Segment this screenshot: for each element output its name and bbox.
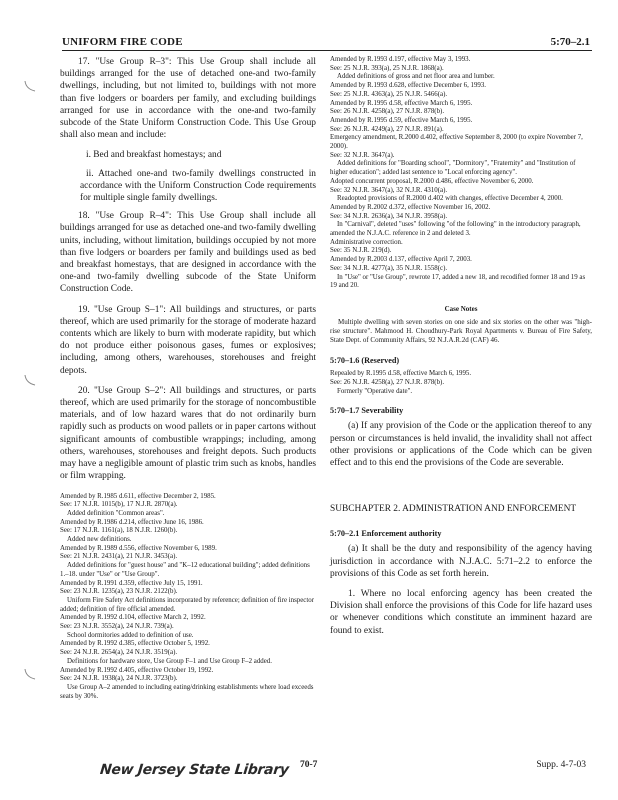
history-line: See: 24 N.J.R. 2654(a), 24 N.J.R. 3519(a).	[60, 649, 178, 657]
history-line: See: 34 N.J.R. 2636(a), 34 N.J.R. 3958(a).	[330, 212, 448, 220]
history-line: Amended by R.1992 d.385, effective October 5, 1992.	[60, 640, 210, 648]
history-line: Added definition "Common areas".	[67, 509, 165, 517]
history-line: Amended by R.2003 d.137, effective April 7, 2003.	[330, 256, 472, 264]
severability-text: (a) If any provision of the Code or the application thereof to any person or circumstances is held invalid, the invalidity shall not affect other provisions or applications of the Code which can be given effect and to this end the provisions of the Code are severable.	[330, 421, 592, 469]
header-section-number: 5:70–2.1	[550, 36, 590, 48]
history-line: In "Carnival", deleted "uses" following "of the following" in the introductory paragraph, amended the N.J.A.C. reference in 2 and deleted 3.	[330, 221, 581, 238]
margin-mark-icon	[22, 372, 38, 388]
history-line: Amended by R.2002 d.372, effective November 16, 2002.	[330, 203, 491, 211]
definition-r3-item-ii: ii. Attached one-and two-family dwellings constructed in accordance with the Uniform Construction Code requirements for multiple single family dwellings.	[80, 168, 316, 204]
definition-r3-item-i: i. Bed and breakfast homestays; and	[86, 150, 222, 161]
history-line: See: 25 N.J.R. 4363(a), 25 N.J.R. 5466(a).	[330, 90, 448, 98]
history-line: Amended by R.1993 d.628, effective December 6, 1993.	[330, 82, 487, 90]
subchapter-heading: SUBCHAPTER 2. ADMINISTRATION AND ENFORCEMENT	[330, 504, 577, 515]
enforcement-paragraph-1: 1. Where no local enforcing agency has been created the Division shall enforce the provisions of this Code for life hazard uses or whenever conditions which constitute an imminent hazard are found to exist.	[330, 588, 592, 636]
definition-s2: 20. "Use Group S–2": All buildings and structures, or parts thereof, which are used primarily for the storage of noncombustible materials, and of low hazard wares that do not ordinarily burn rapidly such as products on wood pallets or in paper cartons without significant amounts of combustible wrappings; including, among others, warehouses, storehouses and freight depots. Such products may have a negligible amount of plastic trim such as knobs, handles or film wrapping.	[60, 385, 316, 482]
history-line: See: 34 N.J.R. 4277(a), 35 N.J.R. 1558(c).	[330, 264, 448, 272]
history-line: See: 23 N.J.R. 3552(a), 24 N.J.R. 739(a).	[60, 623, 174, 631]
history-line: Administrative correction.	[330, 238, 403, 246]
history-line: School dormitories added to definition of use.	[67, 631, 194, 639]
history-line: See: 17 N.J.R. 1161(a), 18 N.J.R. 1260(b).	[60, 527, 178, 535]
history-line: See: 35 N.J.R. 219(d).	[330, 247, 392, 255]
right-column	[330, 56, 592, 645]
history-line: Use Group A–2 amended to including eating/drinking establishments where load exceeds seats by 30%.	[60, 683, 314, 700]
history-line: In "Use" or "Use Group", rewrote 17, added a new 18, and recodified former 18 and 19 as 19 and 20.	[330, 273, 586, 290]
section-heading-1-7: 5:70–1.7 Severability	[330, 406, 404, 416]
case-notes-title: Case Notes	[444, 304, 478, 313]
history-line: Added definitions for "guest house" and "K–12 educational building"; added definitions 1.–18. under "Use" or "Use Group".	[60, 562, 310, 578]
section-heading-1-6: 5:70–1.6 (Reserved)	[330, 356, 400, 366]
enforcement-paragraph-a: (a) It shall be the duty and responsibility of the agency having jurisdiction in accordance with N.J.A.C. 5:71–2.2 to enforce the provisions of this Code as set forth herein.	[330, 544, 592, 579]
history-line: See: 25 N.J.R. 393(a), 25 N.J.R. 1868(a).	[330, 64, 444, 72]
history-line: Definitions for hardware store, Use Group F–1 and Use Group F–2 added.	[67, 657, 272, 665]
history-line: See: 26 N.J.R. 4258(a), 27 N.J.R. 878(b).	[330, 379, 445, 387]
library-stamp: New Jersey State Library	[99, 762, 290, 778]
page-number: 70-7	[300, 760, 318, 770]
history-line: See: 24 N.J.R. 1938(a), 24 N.J.R. 3723(b).	[60, 675, 178, 683]
history-line: Uniform Fire Safety Act definitions incorporated by reference; definition of fire inspector added; definition of fire official amended.	[60, 596, 315, 613]
history-line: Amended by R.1993 d.197, effective May 3, 1993.	[330, 56, 471, 63]
history-line: Added definitions for "Boarding school", "Dormitory", "Fraternity" and "Institution of higher education"; added last sentence to "Local enforcing agency".	[330, 160, 576, 177]
history-line: See: 26 N.J.R. 4258(a), 27 N.J.R. 878(b).	[330, 108, 445, 116]
history-line: Amended by R.1992 d.405, effective October 19, 1992.	[60, 666, 214, 674]
history-line: Formerly "Operative date".	[337, 387, 413, 395]
history-line: See: 17 N.J.R. 1015(b), 17 N.J.R. 2870(a).	[60, 501, 178, 509]
case-notes-text: Multiple dwelling with seven stories on one side and six stories on the other was "high-rise structure". Mahmood H. Choudhury-Park Royal Apartments v. Bureau of Fire Safety, State Dept. of Community Affairs, 92 N.J.A.R.2d (CAF) 46.	[330, 317, 592, 344]
history-line: Repealed by R.1995 d.58, effective March 6, 1995.	[330, 370, 472, 378]
left-column	[60, 56, 316, 701]
history-notes-left	[60, 493, 316, 702]
definition-s1: 19. "Use Group S–1": All buildings and structures, or parts thereof, which are used primarily for the storage of moderate hazard contents which are likely to burn with moderate rapidity, but which do not produce either poisonous gases, fumes or explosives; including, among others, warehouses, storehouses and freight depots.	[60, 304, 316, 376]
section-heading-2-1: 5:70–2.1 Enforcement authority	[330, 529, 442, 539]
history-line: See: 26 N.J.R. 4249(a), 27 N.J.R. 891(a).	[330, 125, 444, 133]
history-line: Added new definitions.	[67, 536, 132, 544]
definition-r3: 17. "Use Group R–3": This Use Group shall include all buildings arranged for the use of detached one-and two-family dwellings, including, but not limited to, buildings with not more than five lodgers or boarders per family, and excluding buildings arranged for use in accordance with the one-and two-family subcode of the State Uniform Construction Code. This Use Group shall also mean and include:	[60, 57, 316, 141]
history-line: Amended by R.1991 d.359, effective July 15, 1991.	[60, 579, 203, 587]
history-line: Amended by R.1989 d.556, effective November 6, 1989.	[60, 544, 217, 552]
header-title: UNIFORM FIRE CODE	[62, 36, 183, 48]
history-line: See: 32 N.J.R. 3647(a), 32 N.J.R. 4310(a).	[330, 186, 448, 194]
history-line: See: 23 N.J.R. 1235(a), 23 N.J.R. 2122(b).	[60, 588, 178, 596]
history-line: Amended by R.1985 d.611, effective December 2, 1985.	[60, 492, 216, 500]
margin-mark-icon	[22, 78, 38, 94]
history-line: Readopted provisions of R.2000 d.402 with changes, effective December 4, 2000.	[337, 195, 563, 203]
supplement-date: Supp. 4-7-03	[536, 760, 586, 770]
margin-mark-icon	[22, 666, 38, 682]
history-line: Added definitions of gross and net floor area and lumber.	[337, 73, 495, 81]
history-line: Amended by R.1986 d.214, effective June 16, 1986.	[60, 518, 204, 526]
history-line: Amended by R.1992 d.104, effective March 2, 1992.	[60, 614, 206, 622]
history-line: See: 21 N.J.R. 2431(a), 21 N.J.R. 3453(a).	[60, 553, 178, 561]
history-line: See: 32 N.J.R. 3647(a).	[330, 151, 395, 159]
history-line: Amended by R.1995 d.59, effective March 6, 1995.	[330, 116, 473, 124]
history-line: Emergency amendment, R.2000 d.402, effective September 8, 2000 (to expire November 7, 2000).	[330, 134, 583, 151]
header-rule	[62, 50, 592, 51]
history-line: Amended by R.1995 d.58, effective March 6, 1995.	[330, 99, 473, 107]
history-notes-right	[330, 56, 592, 291]
definition-r4: 18. "Use Group R–4": This Use Group shall include all buildings arranged for use as detached one-and two-family dwelling units, including, without limitation, buildings occupied by not more than five lodgers or boarders per family and buildings used as bed and breakfast homestays, that are designed in accordance with the one-and two-family dwelling subcode of the State Uniform Construction Code.	[60, 211, 316, 295]
history-line: Adopted concurrent proposal, R.2000 d.486, effective November 6, 2000.	[330, 177, 534, 185]
